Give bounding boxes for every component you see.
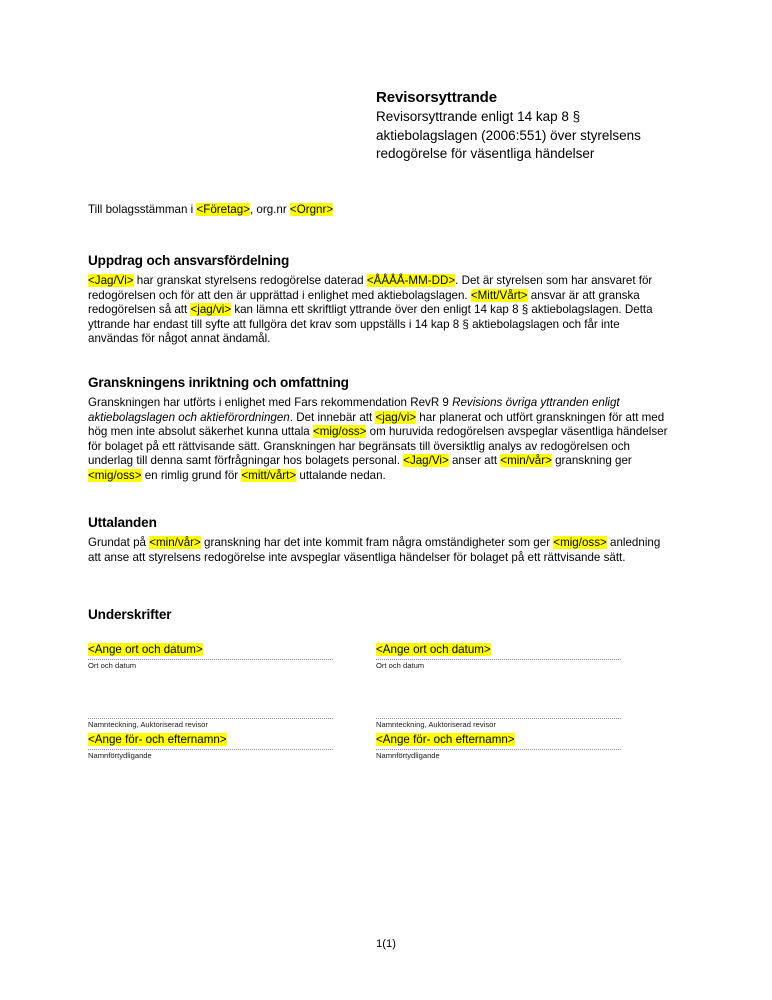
signature-line-right bbox=[376, 718, 621, 719]
mitt-vart-placeholder[interactable]: <Mitt/Vårt> bbox=[470, 288, 528, 302]
name-placeholder-left[interactable]: <Ange för- och efternamn> bbox=[88, 733, 227, 746]
signature-row-name bbox=[88, 718, 673, 761]
section-title-uppdrag: Uppdrag och ansvarsfördelning bbox=[88, 253, 290, 268]
jag-vi-placeholder-1[interactable]: <Jag/Vi> bbox=[88, 274, 134, 287]
uttalanden-text-2: granskning har det inte kommit fram några omständigheter som ger bbox=[200, 536, 554, 549]
recommendation-title: Revisions övriga yttranden enligt aktiebolagslagen och aktieförordningen bbox=[88, 396, 620, 424]
name-line-left bbox=[88, 748, 333, 750]
granskning-text-2: . Det innebär att bbox=[289, 410, 376, 424]
granskning-text-6: granskning ger bbox=[551, 454, 632, 468]
granskning-text-7: en rimlig grund för bbox=[141, 468, 242, 482]
signature-spacer bbox=[88, 671, 673, 718]
section-uppdrag-paragraph bbox=[88, 274, 673, 347]
place-date-placeholder-left[interactable]: <Ange ort och datum> bbox=[88, 643, 203, 656]
signature-caption-right: Namnteckning, Auktoriserad revisor bbox=[376, 720, 496, 729]
section-title-underskrifter: Underskrifter bbox=[88, 607, 172, 622]
uttalanden-text-1: Grundat på bbox=[88, 536, 150, 549]
name-caption-right: Namnförtydligande bbox=[376, 751, 440, 760]
mig-oss-placeholder-3[interactable]: <mig/oss> bbox=[553, 536, 607, 549]
jag-vi-placeholder-3[interactable]: <jag/vi> bbox=[375, 410, 417, 424]
min-var-placeholder-1[interactable]: <min/vår> bbox=[500, 454, 552, 468]
section-uttalanden bbox=[88, 514, 673, 565]
date-placeholder[interactable]: <ÅÅÅÅ-MM-DD> bbox=[366, 274, 456, 287]
section-uppdrag bbox=[88, 252, 673, 347]
name-placeholder-right[interactable]: <Ange för- och efternamn> bbox=[376, 733, 515, 746]
mitt-vart-placeholder-2[interactable]: <mitt/vårt> bbox=[241, 468, 297, 482]
signature-block-left-name bbox=[88, 718, 333, 761]
signature-line-left bbox=[88, 718, 333, 719]
place-date-line-left bbox=[88, 658, 333, 660]
signature-block-left-place-date bbox=[88, 640, 333, 671]
place-date-caption-left: Ort och datum bbox=[88, 661, 137, 670]
page-number: 1(1) bbox=[376, 938, 396, 950]
granskning-text-4: om huruvida redogörelsen avspeglar väsentliga händelser för bolaget på ett rättvisande sätt. Granskningen har begränsats till översiktlig analys av redogörelsen och underlag till denna samt förfrågningar hos bolagets personal. bbox=[88, 425, 668, 468]
signature-row-place-date bbox=[88, 640, 673, 671]
uppdrag-text-1: har granskat styrelsens redogörelse daterad bbox=[133, 274, 367, 287]
mig-oss-placeholder-1[interactable]: <mig/oss> bbox=[312, 425, 367, 439]
page-footer bbox=[0, 938, 772, 950]
company-placeholder[interactable]: <Företag> bbox=[196, 203, 250, 216]
granskning-text-3: har planerat och utfört granskningen för att med hög men inte absolut säkerhet kunna uttala bbox=[88, 410, 665, 439]
jag-vi-placeholder-2[interactable]: <jag/vi> bbox=[190, 303, 232, 317]
document-subtitle: Revisorsyttrande enligt 14 kap 8 § aktiebolagslagen (2006:551) över styrelsens redogörelse för väsentliga händelser bbox=[376, 109, 641, 161]
place-date-line-right bbox=[376, 658, 621, 660]
section-underskrifter bbox=[88, 606, 673, 628]
place-date-placeholder-right[interactable]: <Ange ort och datum> bbox=[376, 643, 491, 656]
uppdrag-text-3: ansvar är att granska redogörelsen så att bbox=[88, 288, 640, 317]
granskning-text-8: uttalande nedan. bbox=[296, 468, 386, 482]
granskning-text-5: anser att bbox=[448, 454, 501, 468]
section-title-granskning: Granskningens inriktning och omfattning bbox=[88, 375, 349, 390]
recipient-line bbox=[88, 203, 673, 218]
signature-block-right-name bbox=[376, 718, 621, 761]
recipient-prefix: Till bolagsstämman i bbox=[88, 203, 197, 216]
uppdrag-text-2: . Det är styrelsen som har ansvaret för redogörelsen och för att den är upprättad i enlighet med aktiebolagslagen. bbox=[88, 274, 653, 302]
page-title: Revisorsyttrande bbox=[376, 89, 497, 106]
signature-block-right-place-date bbox=[376, 640, 621, 671]
section-granskning-paragraph bbox=[88, 396, 673, 484]
place-date-caption-right: Ort och datum bbox=[376, 661, 425, 670]
section-title-uttalanden: Uttalanden bbox=[88, 515, 157, 530]
uttalanden-text-3: anledning att anse att styrelsens redogörelse inte avspeglar väsentliga händelser för bolaget på ett rättvisande sätt. bbox=[88, 536, 661, 564]
granskning-text-1: Granskningen har utförts i enlighet med Fars rekommendation RevR 9 bbox=[88, 396, 453, 409]
signature-area bbox=[88, 640, 673, 761]
document-header bbox=[376, 88, 666, 164]
section-uttalanden-paragraph bbox=[88, 536, 673, 565]
signature-caption-left: Namnteckning, Auktoriserad revisor bbox=[88, 720, 208, 729]
orgnr-placeholder[interactable]: <Orgnr> bbox=[289, 203, 334, 216]
name-caption-left: Namnförtydligande bbox=[88, 751, 152, 760]
uppdrag-text-4: kan lämna ett skriftligt yttrande över den enligt 14 kap 8 § aktiebolagslagen. Detta yttrande har endast till syfte att fullgöra det krav som uppställs i 14 kap 8 § aktiebolagslagen och får inte användas för något annat ändamål. bbox=[88, 303, 653, 346]
min-var-placeholder-2[interactable]: <min/vår> bbox=[149, 536, 201, 549]
recipient-middle: , org.nr bbox=[249, 203, 290, 216]
jag-vi-placeholder-4[interactable]: <Jag/Vi> bbox=[403, 454, 449, 468]
name-line-right bbox=[376, 748, 621, 750]
section-granskning bbox=[88, 374, 673, 484]
mig-oss-placeholder-2[interactable]: <mig/oss> bbox=[88, 468, 142, 482]
